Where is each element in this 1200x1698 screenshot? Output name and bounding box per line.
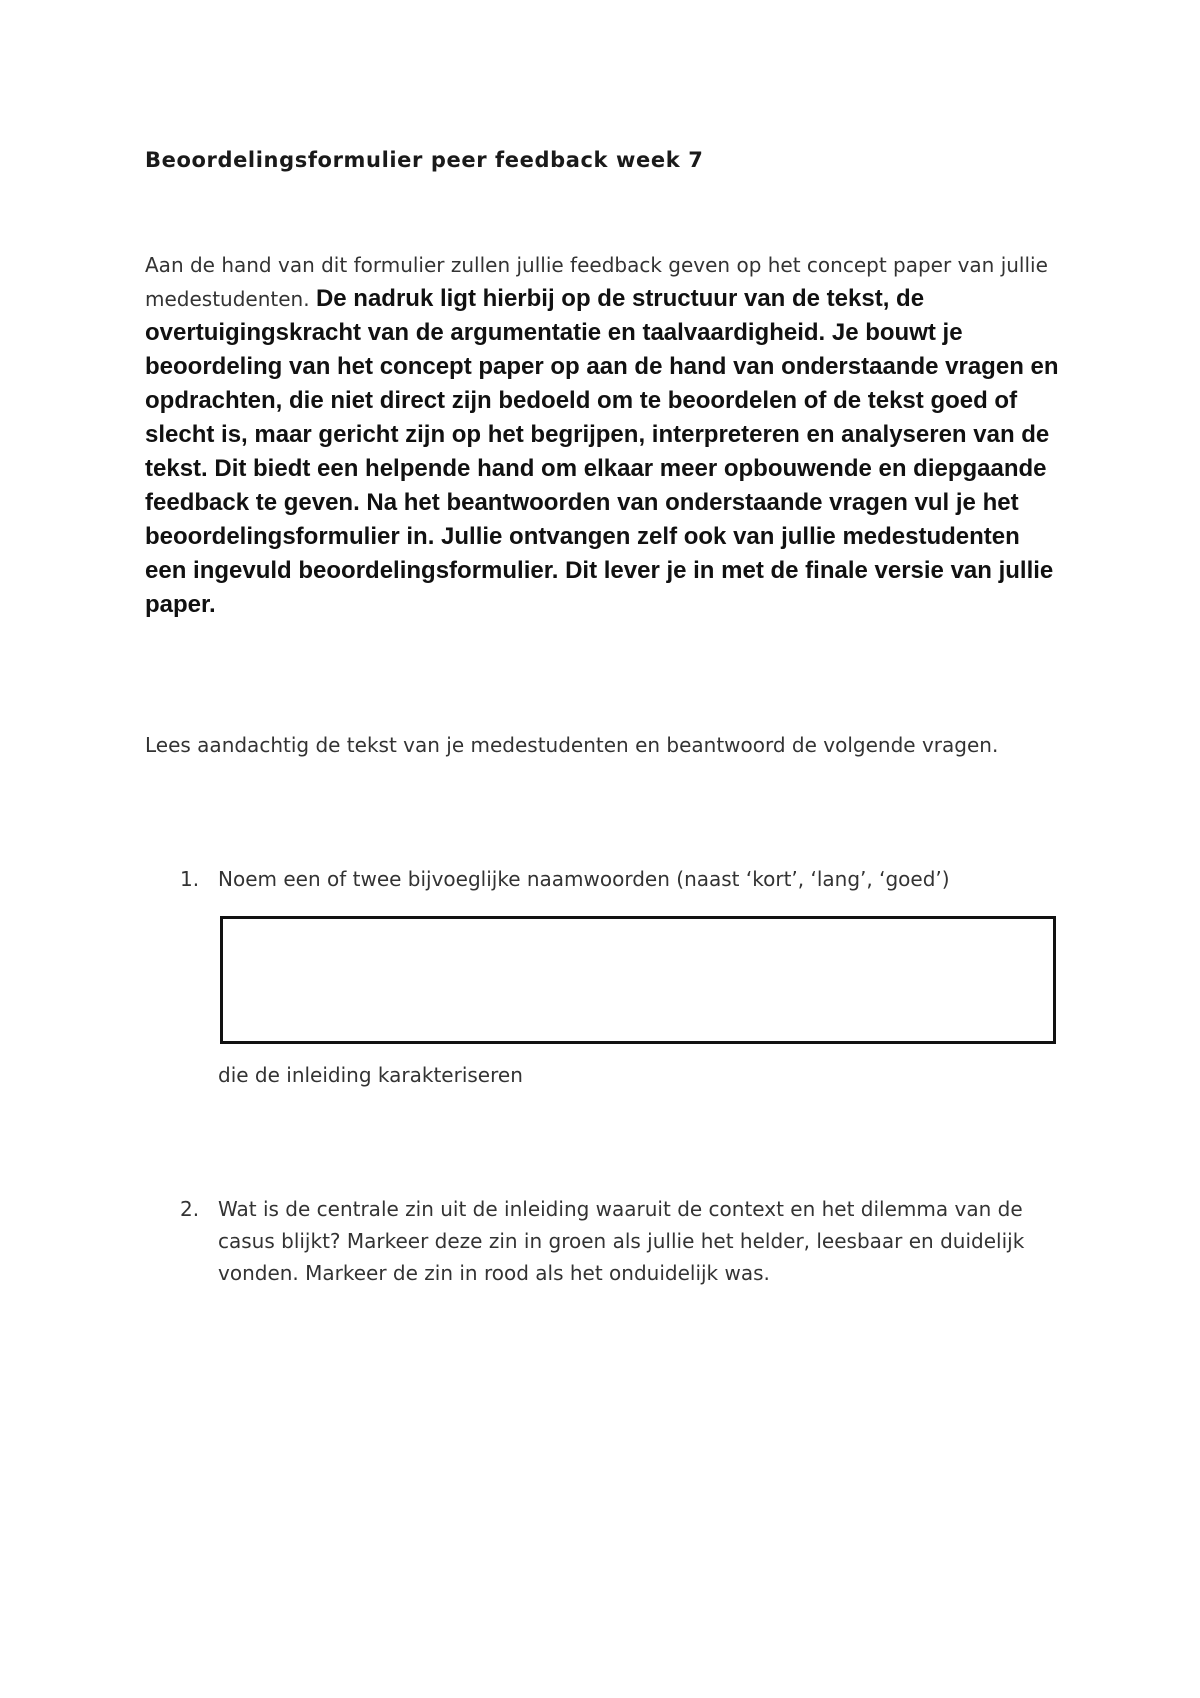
question-number: 2. — [180, 1197, 200, 1221]
question-1-continuation: die de inleiding karakteriseren — [218, 1063, 523, 1087]
question-text: Noem een of twee bijvoeglijke naamwoorden (naast ‘kort’, ‘lang’, ‘goed’) — [218, 867, 950, 891]
intro-emphasis-text: De nadruk ligt hierbij op de structuur van de tekst, de overtuigingskracht van de argumentatie en taalvaardigheid. Je bouwt je beoordeling van het concept paper op aan de hand van onderstaande vragen en opdrachten, die niet direct zijn bedoeld om te beoordelen of de tekst goed of slecht is, maar gericht zijn op het begrijpen, interpreteren en analyseren van de tekst. Dit biedt een helpende hand om elkaar meer opbouwende en diepgaande feedback te geven. Na het beantwoorden van onderstaande vragen vul je het beoordelingsformulier in. Jullie ontvangen zelf ook van jullie medestudenten een ingevuld beoordelingsformulier. Dit lever je in met de finale versie van jullie paper. — [145, 285, 1059, 618]
intro-plain-text: Aan de hand van dit formulier zullen jullie feedback geven op het concept paper van jullie medestudenten. — [145, 253, 1048, 311]
document-title: Beoordelingsformulier peer feedback week 7 — [145, 148, 704, 172]
question-text: Wat is de centrale zin uit de inleiding waaruit de context en het dilemma van de casus blijkt? Markeer deze zin in groen als jullie het helder, leesbaar en duidelijk vonden. Markeer de zin in rood als het onduidelijk was. — [218, 1197, 1025, 1285]
instruction-paragraph: Lees aandachtig de tekst van je medestudenten en beantwoord de volgende vragen. — [145, 733, 999, 757]
question-1 — [180, 863, 1060, 895]
intro-paragraph — [145, 248, 1065, 622]
question-2 — [180, 1193, 1060, 1289]
question-number: 1. — [180, 867, 200, 891]
answer-box-question-1[interactable] — [220, 916, 1056, 1044]
